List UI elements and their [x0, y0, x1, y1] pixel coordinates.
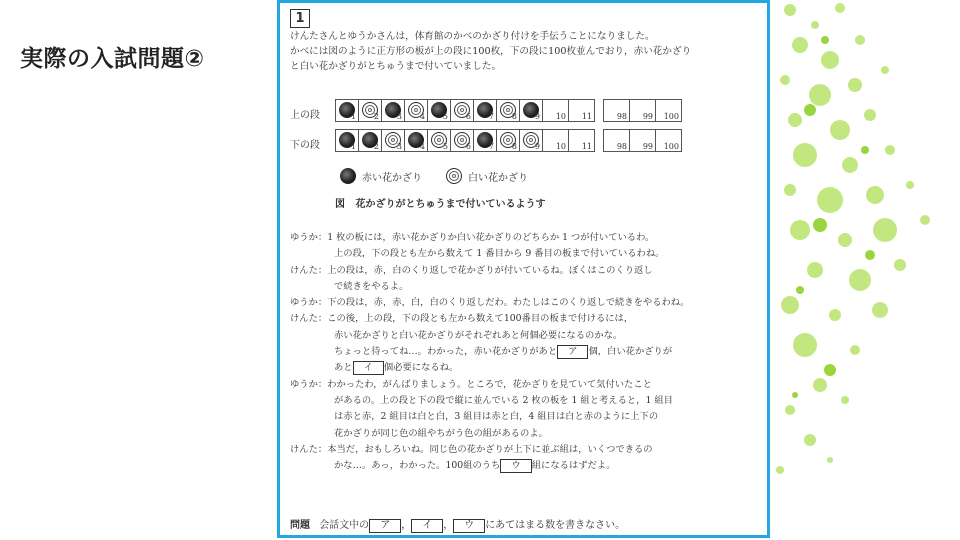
board: 9	[520, 130, 543, 152]
board: 8	[497, 100, 520, 122]
board: 5	[428, 100, 451, 122]
board: 1	[336, 100, 359, 122]
board: 6	[451, 130, 474, 152]
board: 98	[604, 130, 630, 152]
board: 100	[656, 100, 682, 122]
board: 7	[474, 100, 497, 122]
board: 1	[336, 130, 359, 152]
white-flower-icon	[446, 168, 462, 184]
dialog-line: ゆうか：わかったわ，がんばりましょう。ところで，花かざりを見ていて気付いたこと	[290, 378, 652, 390]
board: 3	[382, 100, 405, 122]
legend-white-label: 白い花かざり	[468, 172, 528, 184]
question-number: 1	[290, 9, 310, 28]
board: 2	[359, 130, 382, 152]
figure-legend	[340, 168, 528, 184]
figure-caption	[335, 195, 545, 210]
intro-line: けんたさんとゆうかさんは，体育館のかべのかざり付けを手伝うことになりました。	[290, 31, 655, 42]
blank-u-box: ウ	[500, 459, 531, 473]
figure-caption-label: 図	[335, 199, 345, 210]
problem-statement: 問題 会話文中の ア ， イ ， ウ にあてはまる数を書きなさい。	[290, 520, 626, 531]
blank-a-box: ア	[369, 519, 401, 533]
upper-row-label: 上の段	[290, 110, 320, 121]
blank-i-box: イ	[411, 519, 443, 533]
board: 4	[405, 100, 428, 122]
lower-row-boards	[335, 129, 682, 152]
dialog-line: 花かざりが同じ色の組やちがう色の組があるのよ。	[334, 427, 548, 439]
dialog-line: ちょっと待ってね…。わかった，赤い花かざりがあと ア 個，白い花かざりが	[334, 346, 673, 358]
upper-row-boards	[335, 99, 682, 122]
board: 11	[569, 130, 595, 152]
board: 5	[428, 130, 451, 152]
red-flower-icon	[340, 168, 356, 184]
dialog-line: あと イ 個必要になるね。	[334, 362, 459, 374]
board: 8	[497, 130, 520, 152]
board: 9	[520, 100, 543, 122]
dialog-line: ゆうか：1 枚の板には，赤い花かざりか白い花かざりのどちらか 1 つが付いているわ。	[290, 232, 655, 243]
problem-label: 問題	[290, 520, 310, 531]
exam-document	[277, 0, 770, 538]
intro-text	[290, 29, 760, 74]
board: 2	[359, 100, 382, 122]
dialog-text	[290, 230, 760, 474]
board: 7	[474, 130, 497, 152]
dialog-line: ゆうか：下の段は，赤，赤，白，白のくり返しだわ。わたしはこのくり返しで続きをやるわね。	[290, 297, 690, 309]
dialog-line: 上の段，下の段とも左から数えて 1 番目から 9 番目の板まで付いているわね。	[334, 248, 665, 260]
slide-title: 実際の入試問題②	[20, 46, 205, 72]
board: 10	[543, 130, 569, 152]
dialog-line: けんた：上の段は，赤，白のくり返しで花かざりが付いているね。ぼくはこのくり返し	[290, 264, 653, 276]
board: 11	[569, 100, 595, 122]
board: 3	[382, 130, 405, 152]
lower-row-label: 下の段	[290, 140, 320, 151]
dialog-line: で続きをやるよ。	[334, 280, 409, 292]
board: 4	[405, 130, 428, 152]
board: 6	[451, 100, 474, 122]
break-mark	[595, 100, 604, 122]
intro-line: かべには図のように正方形の板が上の段に100枚，下の段に100枚並んでおり，赤い花かざり	[290, 46, 692, 57]
blank-i-box: イ	[353, 361, 384, 375]
board: 10	[543, 100, 569, 122]
blank-u-box: ウ	[453, 519, 485, 533]
dialog-line: 赤い花かざりと白い花かざりがそれぞれあと何個必要になるのかな。	[334, 329, 623, 341]
figure-caption-text: 花かざりがとちゅうまで付いているようす	[355, 199, 546, 210]
board: 98	[604, 100, 630, 122]
board: 100	[656, 130, 682, 152]
blank-a-box: ア	[557, 345, 588, 359]
break-mark	[595, 130, 604, 152]
intro-line: と白い花かざりがとちゅうまで付いていました。	[290, 61, 502, 72]
dialog-line: けんた：本当だ，おもしろいね。同じ色の花かざりが上下に並ぶ組は，いくつできるの	[290, 443, 653, 455]
dialog-line: があるの。上の段と下の段で縦に並んでいる 2 枚の板を 1 組と考えると，1 組目	[334, 394, 673, 406]
legend-red-label: 赤い花かざり	[362, 172, 422, 184]
board: 99	[630, 130, 656, 152]
board: 99	[630, 100, 656, 122]
dialog-line: かな…。あっ，わかった。100組のうち ウ 組になるはずだよ。	[334, 460, 616, 472]
green-dots-decoration	[760, 0, 960, 540]
dialog-line: けんた：この後，上の段，下の段とも左から数えて100番目の板まで付けるには，	[290, 313, 634, 325]
dialog-line: は赤と赤，2 組目は白と白，3 組目は赤と白，4 組目は白と赤のように上下の	[334, 411, 659, 423]
